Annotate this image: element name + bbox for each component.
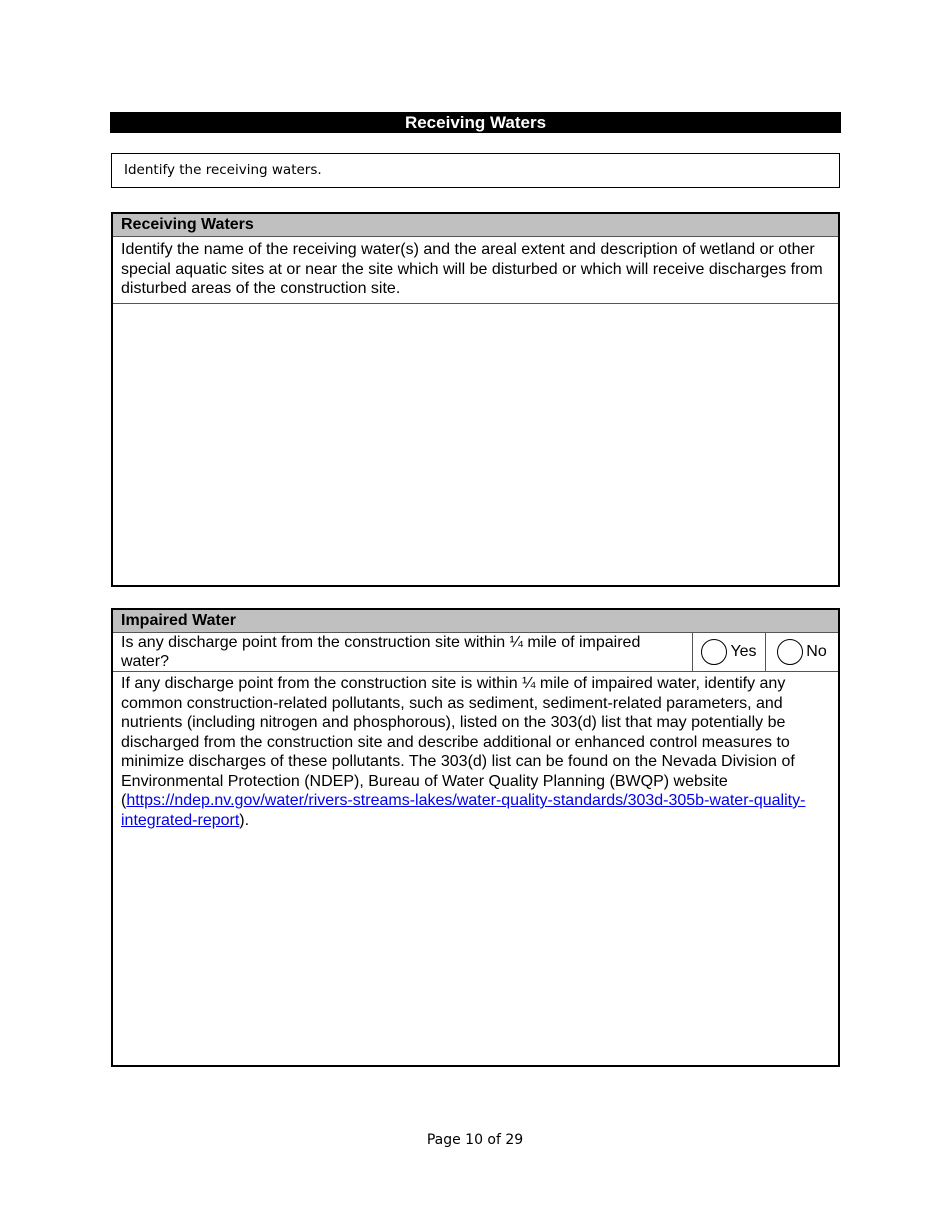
receiving-waters-header: Receiving Waters — [113, 214, 838, 237]
receiving-waters-description: Identify the name of the receiving water(s) and the areal extent and description of wetland or other special aquatic sites at or near the site which will be disturbed or which will receive discharges from disturbed areas of the construction site. — [113, 237, 838, 304]
ndep-303d-link[interactable]: https://ndep.nv.gov/water/rivers-streams-lakes/water-quality-standards/303d-305b-water-quality-integrated-report — [121, 792, 806, 829]
page-number: Page 10 of 29 — [426, 1132, 524, 1148]
no-option[interactable] — [765, 633, 838, 671]
section-banner — [110, 112, 841, 133]
impaired-water-header: Impaired Water — [113, 610, 838, 633]
yes-label: Yes — [730, 643, 757, 660]
yes-option[interactable] — [692, 633, 765, 671]
instruction-box — [111, 153, 840, 188]
impaired-water-description-end: ). — [239, 811, 250, 829]
impaired-water-section — [111, 608, 840, 1067]
impaired-water-description-text: If any discharge point from the construction site is within ¼ mile of impaired water, identify any common construction-related pollutants, such as sediment, sediment-related parameters, and nutrients (including nitrogen and phosphorous), listed on the 303(d) list that may potentially be discharged from the construction site and describe additional or enhanced control measures to minimize discharges of these pollutants. The 303(d) list can be found on the Nevada Division of Environmental Protection (NDEP), Bureau of Water Quality Planning (BWQP) website ( — [121, 675, 795, 809]
yes-radio[interactable] — [701, 639, 727, 665]
banner-title: Receiving Waters — [404, 113, 547, 132]
receiving-waters-section — [111, 212, 840, 587]
impaired-water-description — [113, 672, 838, 830]
impaired-water-question-row — [113, 633, 838, 672]
instruction-text: Identify the receiving waters. — [124, 162, 322, 178]
impaired-water-question: Is any discharge point from the construction site within ¼ mile of impaired water? — [121, 634, 641, 670]
no-radio[interactable] — [777, 639, 803, 665]
no-label: No — [806, 643, 827, 660]
